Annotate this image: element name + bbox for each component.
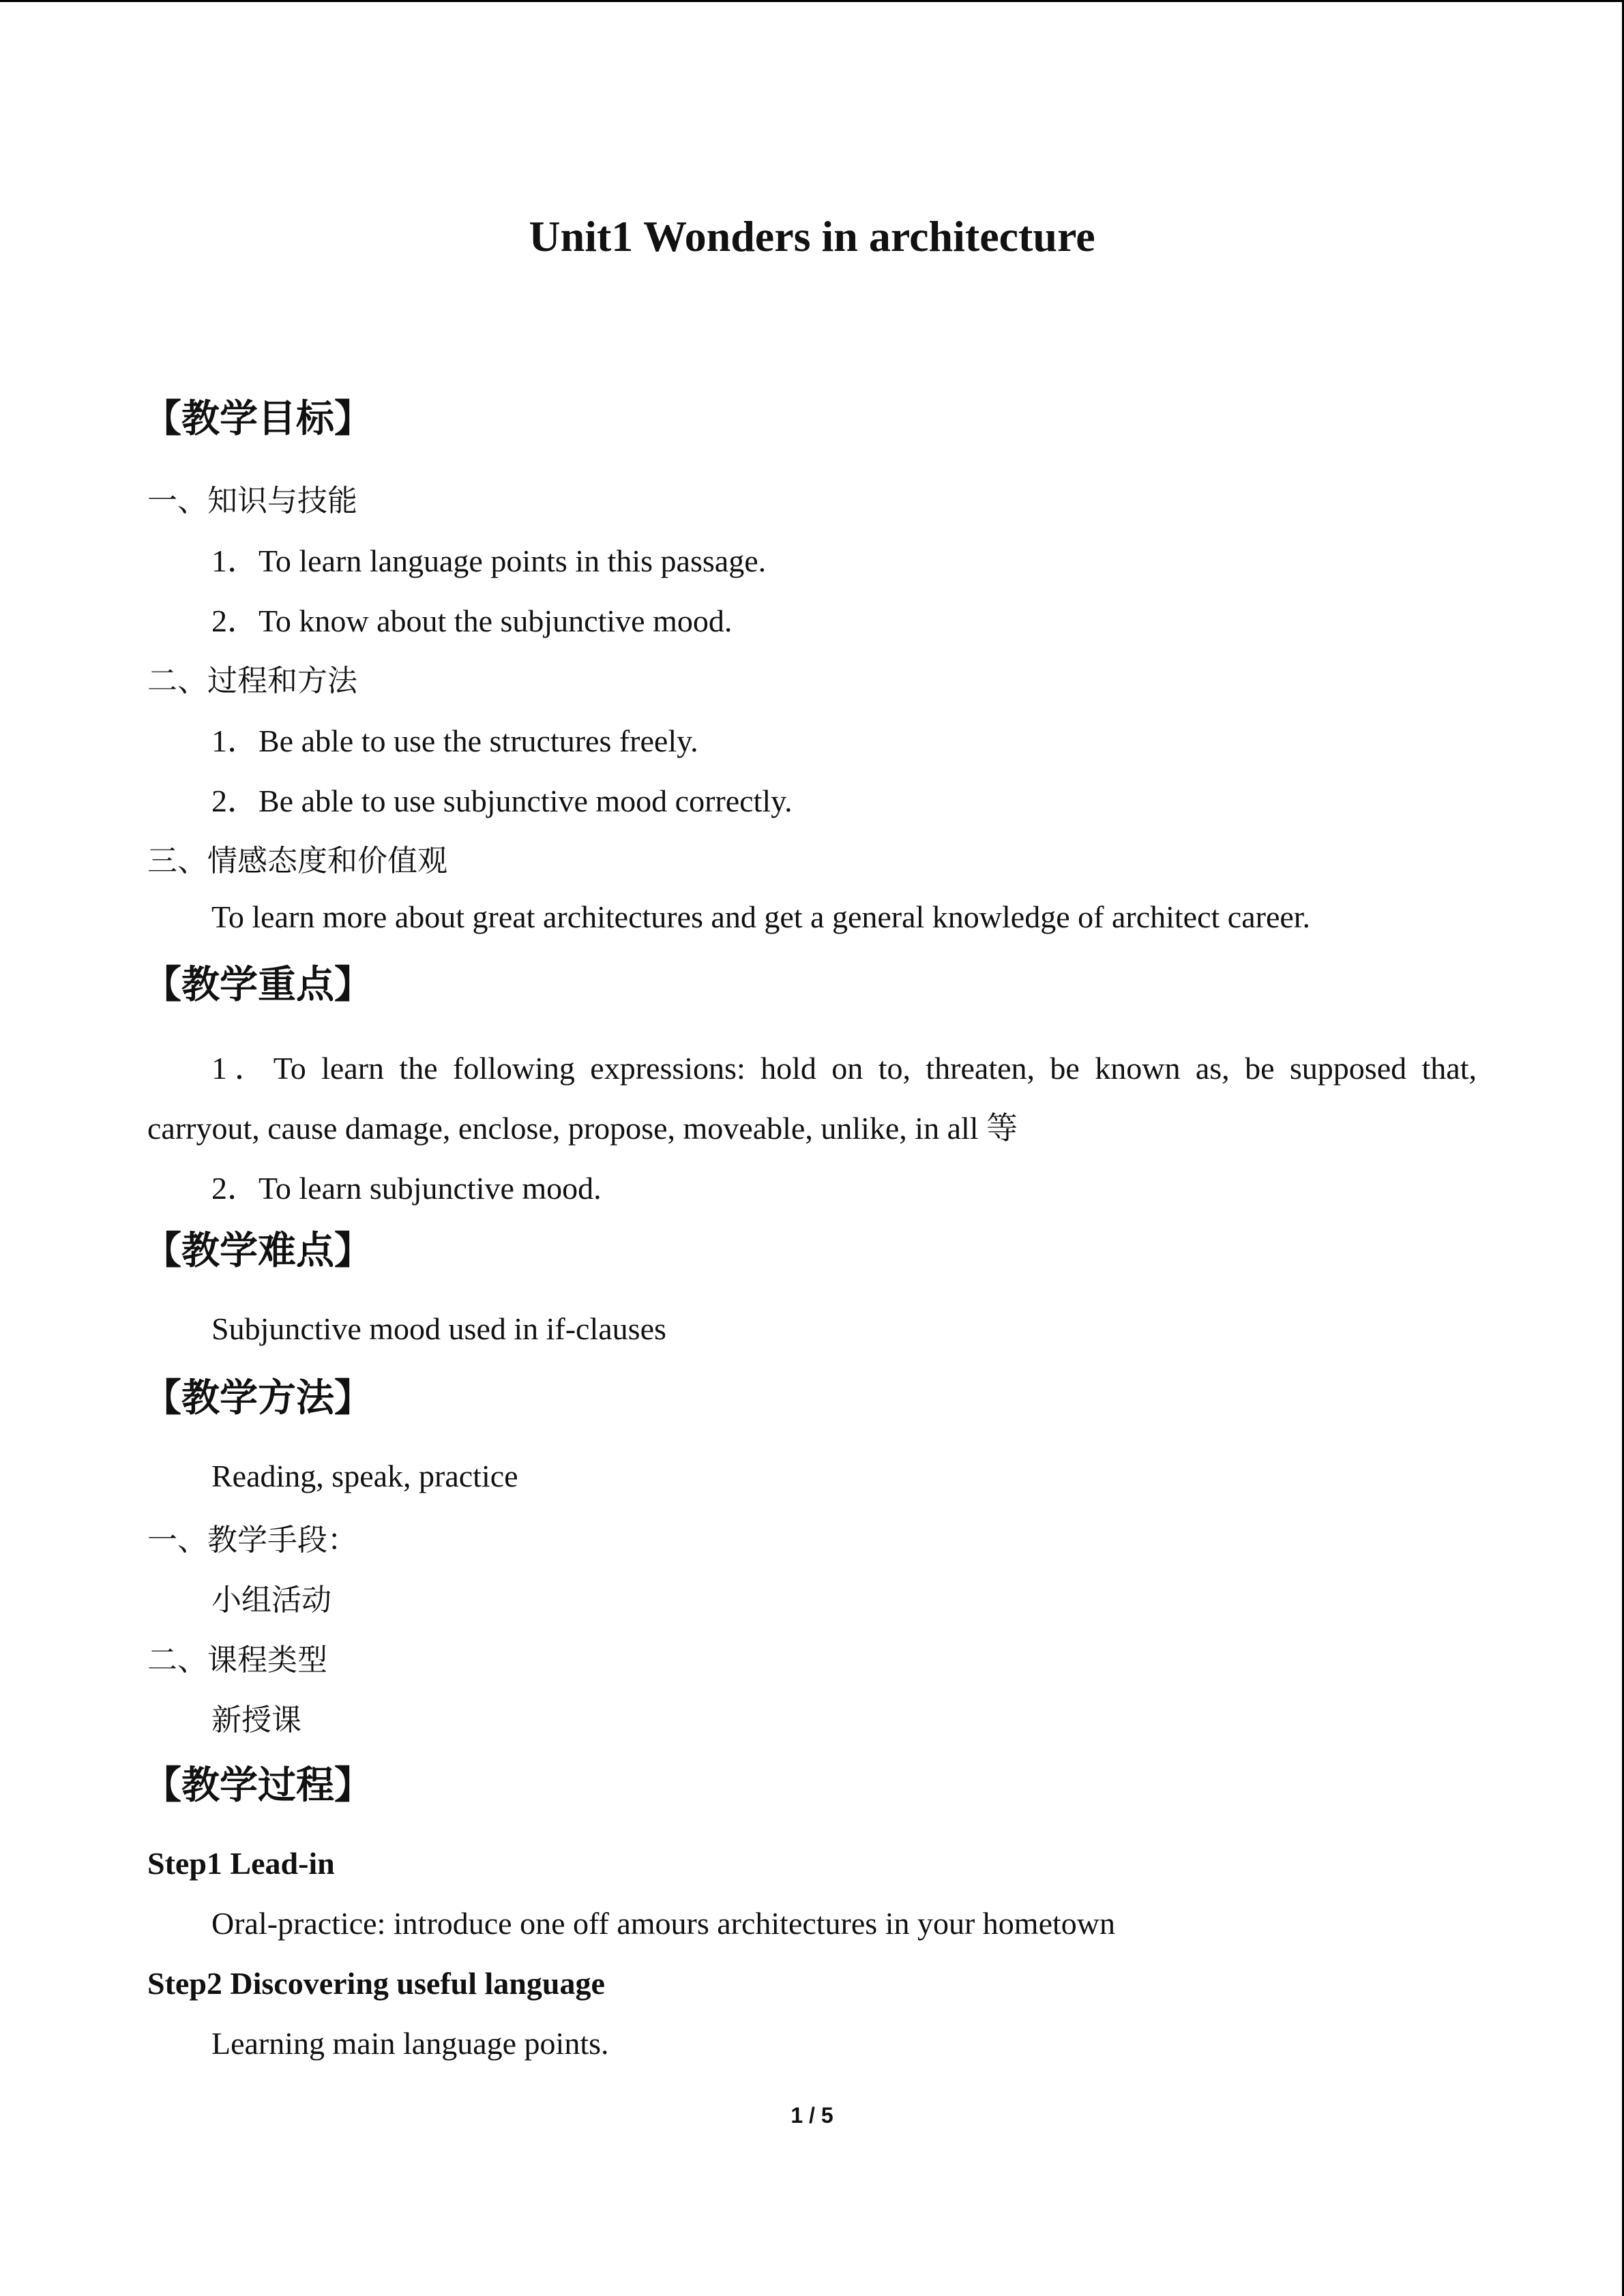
objectives-sub1-item2: 2．To know about the subjunctive mood.	[211, 603, 733, 638]
page-indicator: 1 / 5	[791, 2103, 833, 2128]
methods-sub2-text: 新授课	[211, 1703, 301, 1738]
objectives-sub3-text: To learn more about great architectures and get a general knowledge of architect career.	[211, 899, 1311, 934]
section-heading-key-points: 【教学重点】	[143, 963, 372, 1007]
section-heading-methods: 【教学方法】	[143, 1376, 372, 1420]
objectives-sub2-item1: 1．Be able to use the structures freely.	[211, 724, 698, 758]
difficulties-text: Subjunctive mood used in if-clauses	[211, 1311, 666, 1346]
document-title: Unit1 Wonders in architecture	[529, 212, 1095, 260]
objectives-sub2-item2: 2．Be able to use subjunctive mood correctly.	[211, 784, 793, 818]
methods-sub1-text: 小组活动	[211, 1583, 331, 1617]
methods-sub1: 一、教学手段：	[147, 1523, 357, 1557]
process-step2-text: Learning main language points.	[211, 2026, 609, 2061]
key-points-item1-line2: carryout, cause damage, enclose, propose, moveable, unlike, in all 等	[147, 1111, 1018, 1146]
section-heading-objectives: 【教学目标】	[143, 397, 372, 441]
objectives-sub1-item1: 1．To learn language points in this passage.	[211, 543, 767, 578]
process-step2-title: Step2 Discovering useful language	[147, 1966, 605, 2001]
section-heading-difficulties: 【教学难点】	[143, 1229, 372, 1273]
process-step1-text: Oral-practice: introduce one off amours architectures in your hometown	[211, 1906, 1115, 1941]
methods-text: Reading, speak, practice	[211, 1459, 518, 1493]
objectives-sub3: 三、情感态度和价值观	[147, 844, 447, 878]
objectives-sub2: 二、过程和方法	[147, 664, 357, 698]
section-heading-process: 【教学过程】	[143, 1763, 372, 1808]
key-points-item1-line1: 1．To learn the following expressions: hold on to, threaten, be known as, be supposed that,	[211, 1051, 1477, 1086]
methods-sub2: 二、课程类型	[147, 1643, 327, 1678]
process-step1-title: Step1 Lead-in	[147, 1846, 335, 1881]
key-points-item2: 2．To learn subjunctive mood.	[211, 1171, 602, 1206]
objectives-sub1: 一、知识与技能	[147, 483, 357, 518]
